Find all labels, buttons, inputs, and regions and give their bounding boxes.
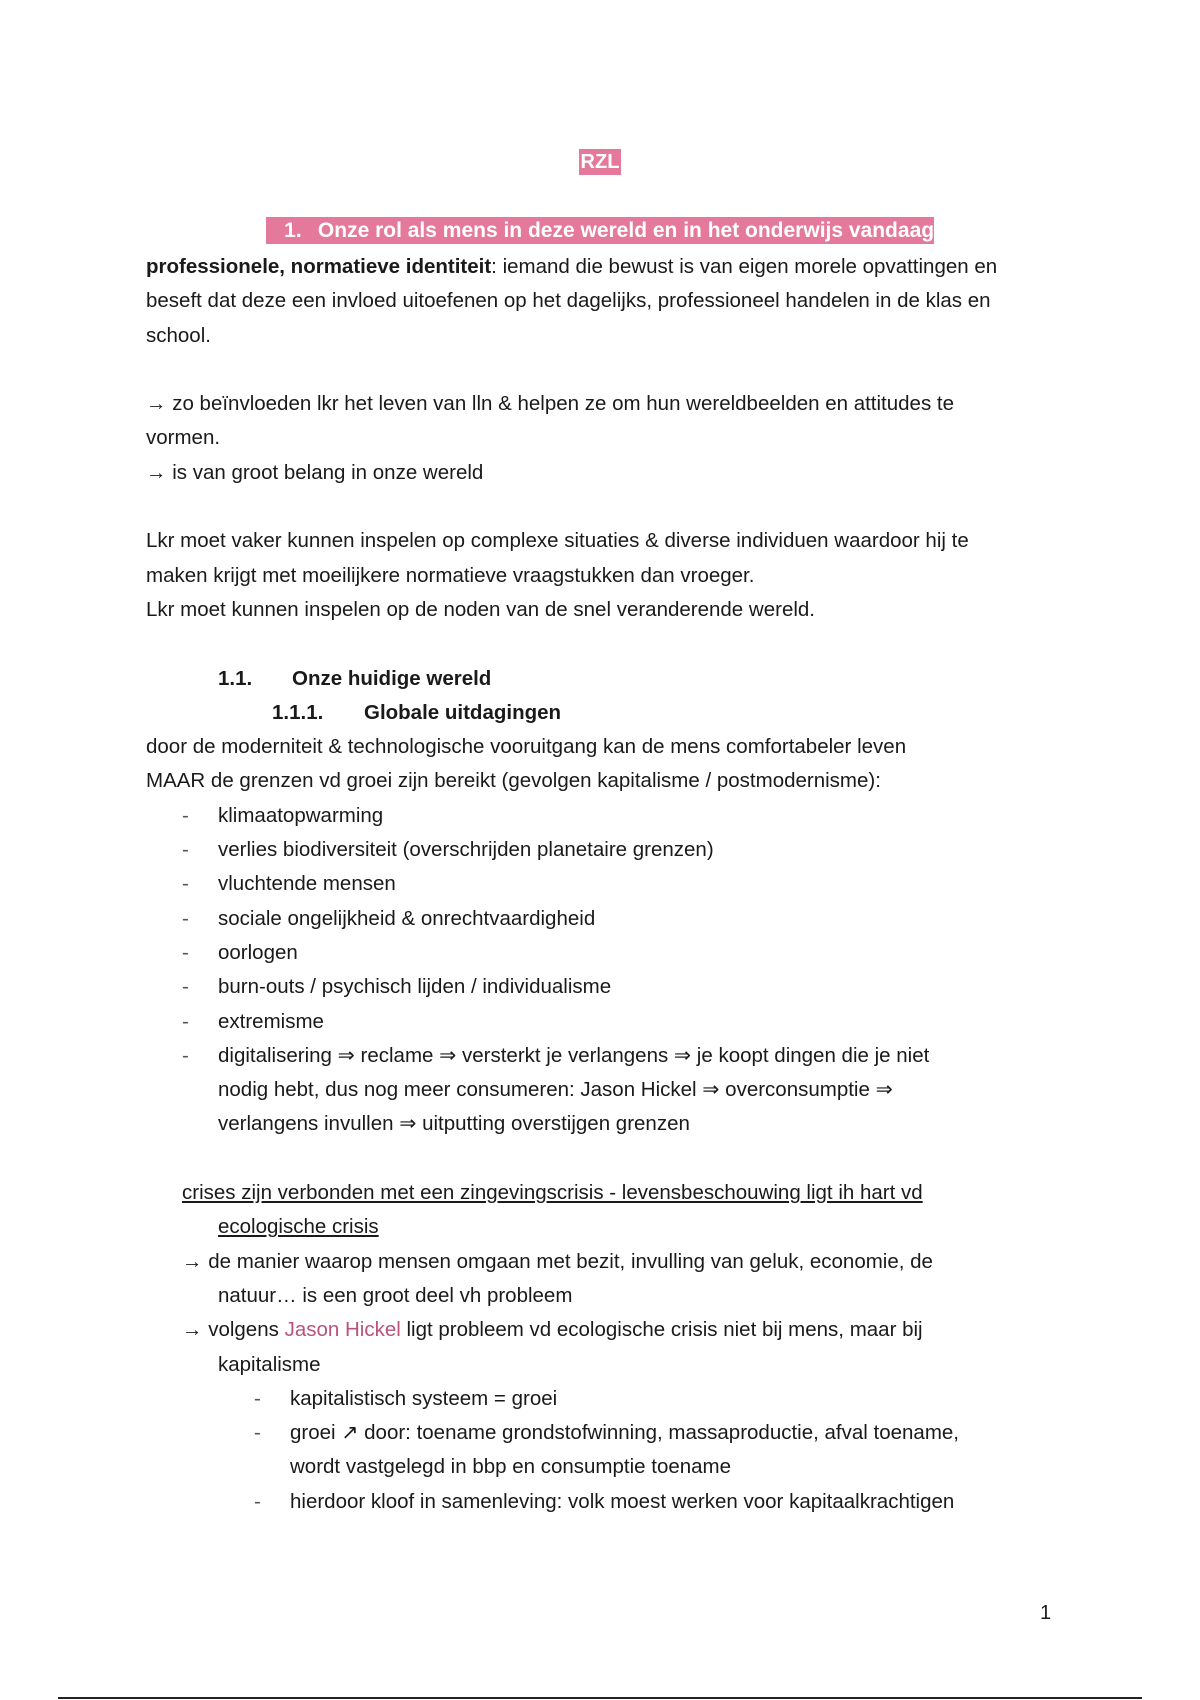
arrow3-paragraph [146,1313,1066,1382]
heading-1-highlight [266,217,934,244]
arrow2-paragraph [146,1245,1066,1314]
digital-line-2: nodig hebt, dus nog meer consumeren: Jason Hickel ⇒ overconsumptie ⇒ [218,1078,893,1102]
challenges-list [146,799,1066,1142]
capitalism-item2-line-2: wordt vastgelegd in bbp en consumptie toename [290,1455,732,1479]
arrow-line-1: → zo beïnvloeden lkr het leven van lln & helpen ze om hun wereldbeelden en attitudes te [146,392,954,416]
heading-2 [146,662,1066,696]
heading-1 [0,216,1200,246]
capitalism-list [146,1382,1066,1519]
doc-title: RZL [580,151,620,173]
list-item: - verlies biodiversiteit (overschrijden planetaire grenzen) [146,833,1066,867]
list-item: - burn-outs / psychisch lijden / individualisme [146,970,1066,1004]
spacer [146,353,1066,387]
list-item-digital [146,1039,1066,1142]
arrow3-suffix: ligt probleem vd ecologische crisis niet bij mens, maar bij [400,1318,923,1342]
intro-term: professionele, normatieve identiteit [146,255,492,278]
page-number: 1 [1040,1602,1052,1624]
intro-paragraph [146,250,1066,284]
heading-2-number: 1.1. [218,666,253,690]
author-name: Jason Hickel [284,1318,401,1342]
page-bottom-rule [58,1697,1142,1699]
arrow3-prefix: → volgens [182,1318,285,1342]
arrow2-line-2: natuur… is een groot deel vh probleem [218,1283,573,1307]
para2-line-1: Lkr moet vaker kunnen inspelen op complexe situaties & diverse individuen waardoor hij te [146,529,969,553]
para3-line-1: door de moderniteit & technologische vooruitgang kan de mens comfortabeler leven [146,735,907,759]
crisis-statement [146,1176,1066,1245]
heading-3-text: Globale uitdagingen [364,700,562,724]
list-item: - extremisme [146,1005,1066,1039]
list-item [146,1416,1066,1485]
para2-line-3: Lkr moet kunnen inspelen op de noden van de snel veranderende wereld. [146,597,815,621]
spacer [146,490,1066,524]
digital-line-3: verlangens invullen ⇒ uitputting overstijgen grenzen [218,1112,690,1136]
arrow3-line-2: kapitalisme [218,1352,321,1376]
heading-3-number: 1.1.1. [272,700,324,724]
intro-definition-2: beseft dat deze een invloed uitoefenen op het dagelijks, professioneel handelen in de klas en [146,289,991,313]
intro-definition-3: school. [146,323,211,347]
capitalism-item2-line-1: groei ↗ door: toename grondstofwinning, massaproductie, afval toename, [290,1421,960,1445]
heading-1-number: 1. [284,219,302,242]
document-body [146,250,1066,1519]
list-item: - vluchtende mensen [146,867,1066,901]
doc-title-block [0,147,1200,177]
list-item: - kapitalistisch systeem = groei [146,1382,1066,1416]
list-item: - klimaatopwarming [146,799,1066,833]
para3-line-2: MAAR de grenzen vd groei zijn bereikt (gevolgen kapitalisme / postmodernisme): [146,769,881,793]
spacer [146,1142,1066,1176]
list-item: - hierdoor kloof in samenleving: volk moest werken voor kapitaalkrachtigen [146,1485,1066,1519]
arrow-line-2: vormen. [146,426,221,450]
arrow2-line-1: → de manier waarop mensen omgaan met bezit, invulling van geluk, economie, de [182,1249,933,1273]
digital-line-1: digitalisering ⇒ reclame ⇒ versterkt je verlangens ⇒ je koopt dingen die je niet [218,1043,930,1067]
arrow-line-3: → is van groot belang in onze wereld [146,460,484,484]
list-item: - oorlogen [146,936,1066,970]
spacer [146,627,1066,661]
heading-3 [146,696,1066,730]
para2-line-2: maken krijgt met moeilijkere normatieve vraagstukken dan vroeger. [146,563,755,587]
list-item: - sociale ongelijkheid & onrechtvaardigheid [146,902,1066,936]
crisis-line-2: ecologische crisis [218,1215,379,1239]
crisis-line-1: crises zijn verbonden met een zingevingscrisis - levensbeschouwing ligt ih hart vd [182,1181,923,1205]
intro-definition-1: : iemand die bewust is van eigen morele opvattingen en [491,255,998,278]
heading-2-text: Onze huidige wereld [292,666,492,690]
heading-1-text: Onze rol als mens in deze wereld en in het onderwijs vandaag [317,219,935,242]
